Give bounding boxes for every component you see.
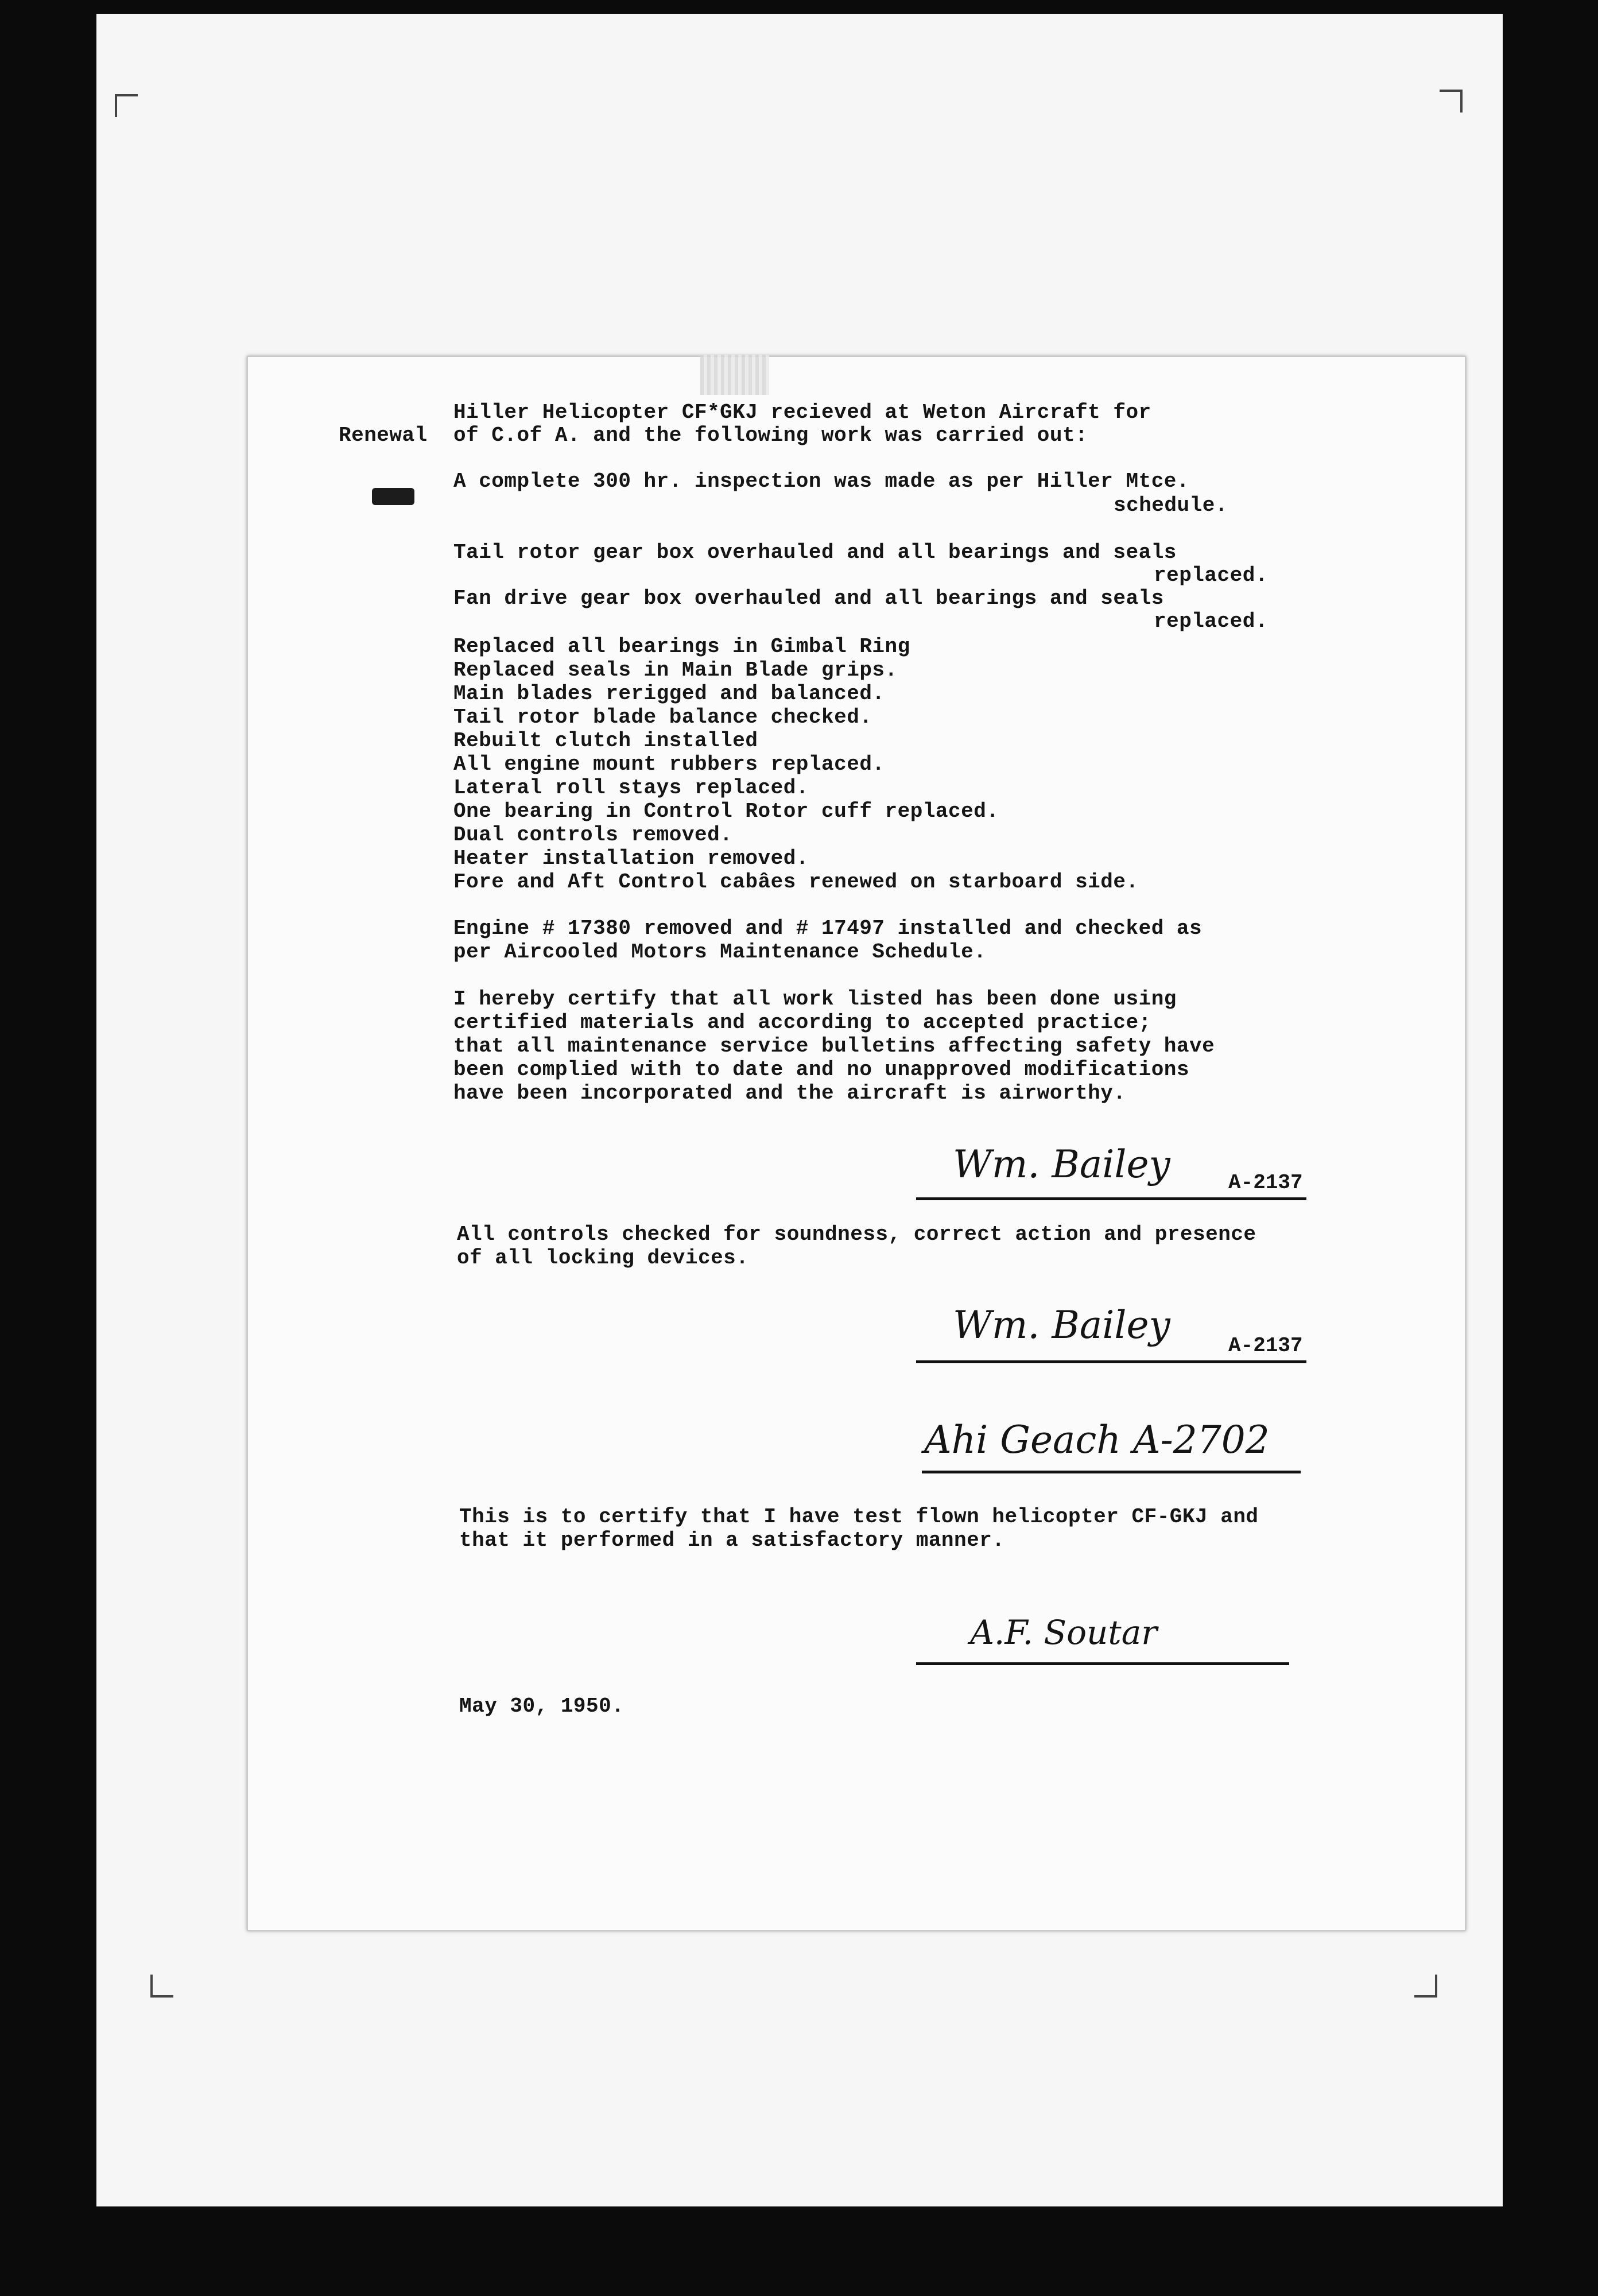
- test-flight-line-1: This is to certify that I have test flown helicopter CF-GKJ and: [459, 1505, 1259, 1529]
- certification-line: I hereby certify that all work listed has been done using: [453, 987, 1177, 1011]
- renewal-side-note: Renewal: [339, 424, 428, 447]
- signature-4-line: [916, 1662, 1289, 1665]
- certification-line: been complied with to date and no unapproved modifications: [453, 1058, 1190, 1081]
- crop-mark-top-left: [115, 94, 138, 117]
- tape-strip: [700, 355, 769, 395]
- work-item: Lateral roll stays replaced.: [453, 776, 809, 800]
- tail-gearbox-line-1: Tail rotor gear box overhauled and all bearings and seals: [453, 541, 1177, 564]
- work-item: Replaced seals in Main Blade grips.: [453, 658, 898, 682]
- work-item: Replaced all bearings in Gimbal Ring: [453, 635, 910, 658]
- certification-line: have been incorporated and the aircraft is airworthy.: [453, 1081, 1126, 1105]
- controls-line-1: All controls checked for soundness, correct action and presence: [457, 1223, 1256, 1246]
- signature-1-line: [916, 1197, 1306, 1200]
- certification-line: certified materials and according to accepted practice;: [453, 1011, 1151, 1034]
- certification-line: that all maintenance service bulletins affecting safety have: [453, 1034, 1215, 1058]
- signature-4: A.F. Soutar: [970, 1613, 1158, 1652]
- work-item: Main blades rerigged and balanced.: [453, 682, 885, 705]
- crop-mark-bottom-right: [1414, 1975, 1437, 1998]
- fan-gearbox-line-1: Fan drive gear box overhauled and all bearings and seals: [453, 587, 1164, 610]
- signature-2-line: [916, 1360, 1306, 1363]
- document-date: May 30, 1950.: [459, 1694, 625, 1718]
- intro-line-1: Hiller Helicopter CF*GKJ recieved at Weton Aircraft for: [453, 401, 1151, 424]
- inspection-line-2: schedule.: [1114, 494, 1228, 517]
- signature-3: Ahi Geach A-2702: [924, 1418, 1270, 1462]
- crop-mark-bottom-left: [150, 1975, 173, 1998]
- signature-3-line: [922, 1471, 1301, 1473]
- staple-mark: [372, 488, 414, 505]
- work-item: One bearing in Control Rotor cuff replaced.: [453, 800, 999, 823]
- crop-mark-top-right: [1440, 90, 1463, 113]
- test-flight-line-2: that it performed in a satisfactory manner.: [459, 1529, 1005, 1552]
- work-item: Dual controls removed.: [453, 823, 733, 847]
- inspection-line-1: A complete 300 hr. inspection was made as per Hiller Mtce.: [453, 470, 1190, 493]
- engine-line-1: Engine # 17380 removed and # 17497 installed and checked as: [453, 917, 1203, 940]
- engine-line-2: per Aircooled Motors Maintenance Schedule.: [453, 940, 987, 964]
- signature-2: Wm. Bailey: [953, 1303, 1170, 1347]
- signature-1-code: A-2137: [1228, 1171, 1303, 1194]
- work-item: All engine mount rubbers replaced.: [453, 753, 885, 776]
- intro-line-2: of C.of A. and the following work was carried out:: [453, 424, 1088, 447]
- controls-line-2: of all locking devices.: [457, 1246, 749, 1270]
- work-item: Tail rotor blade balance checked.: [453, 705, 872, 729]
- work-item: Rebuilt clutch installed: [453, 729, 758, 753]
- signature-2-code: A-2137: [1228, 1334, 1303, 1358]
- signature-1: Wm. Bailey: [953, 1142, 1170, 1186]
- fan-gearbox-line-2: replaced.: [1154, 610, 1268, 633]
- work-item: Fore and Aft Control cabâes renewed on starboard side.: [453, 870, 1139, 894]
- tail-gearbox-line-2: replaced.: [1154, 564, 1268, 587]
- work-item: Heater installation removed.: [453, 847, 809, 870]
